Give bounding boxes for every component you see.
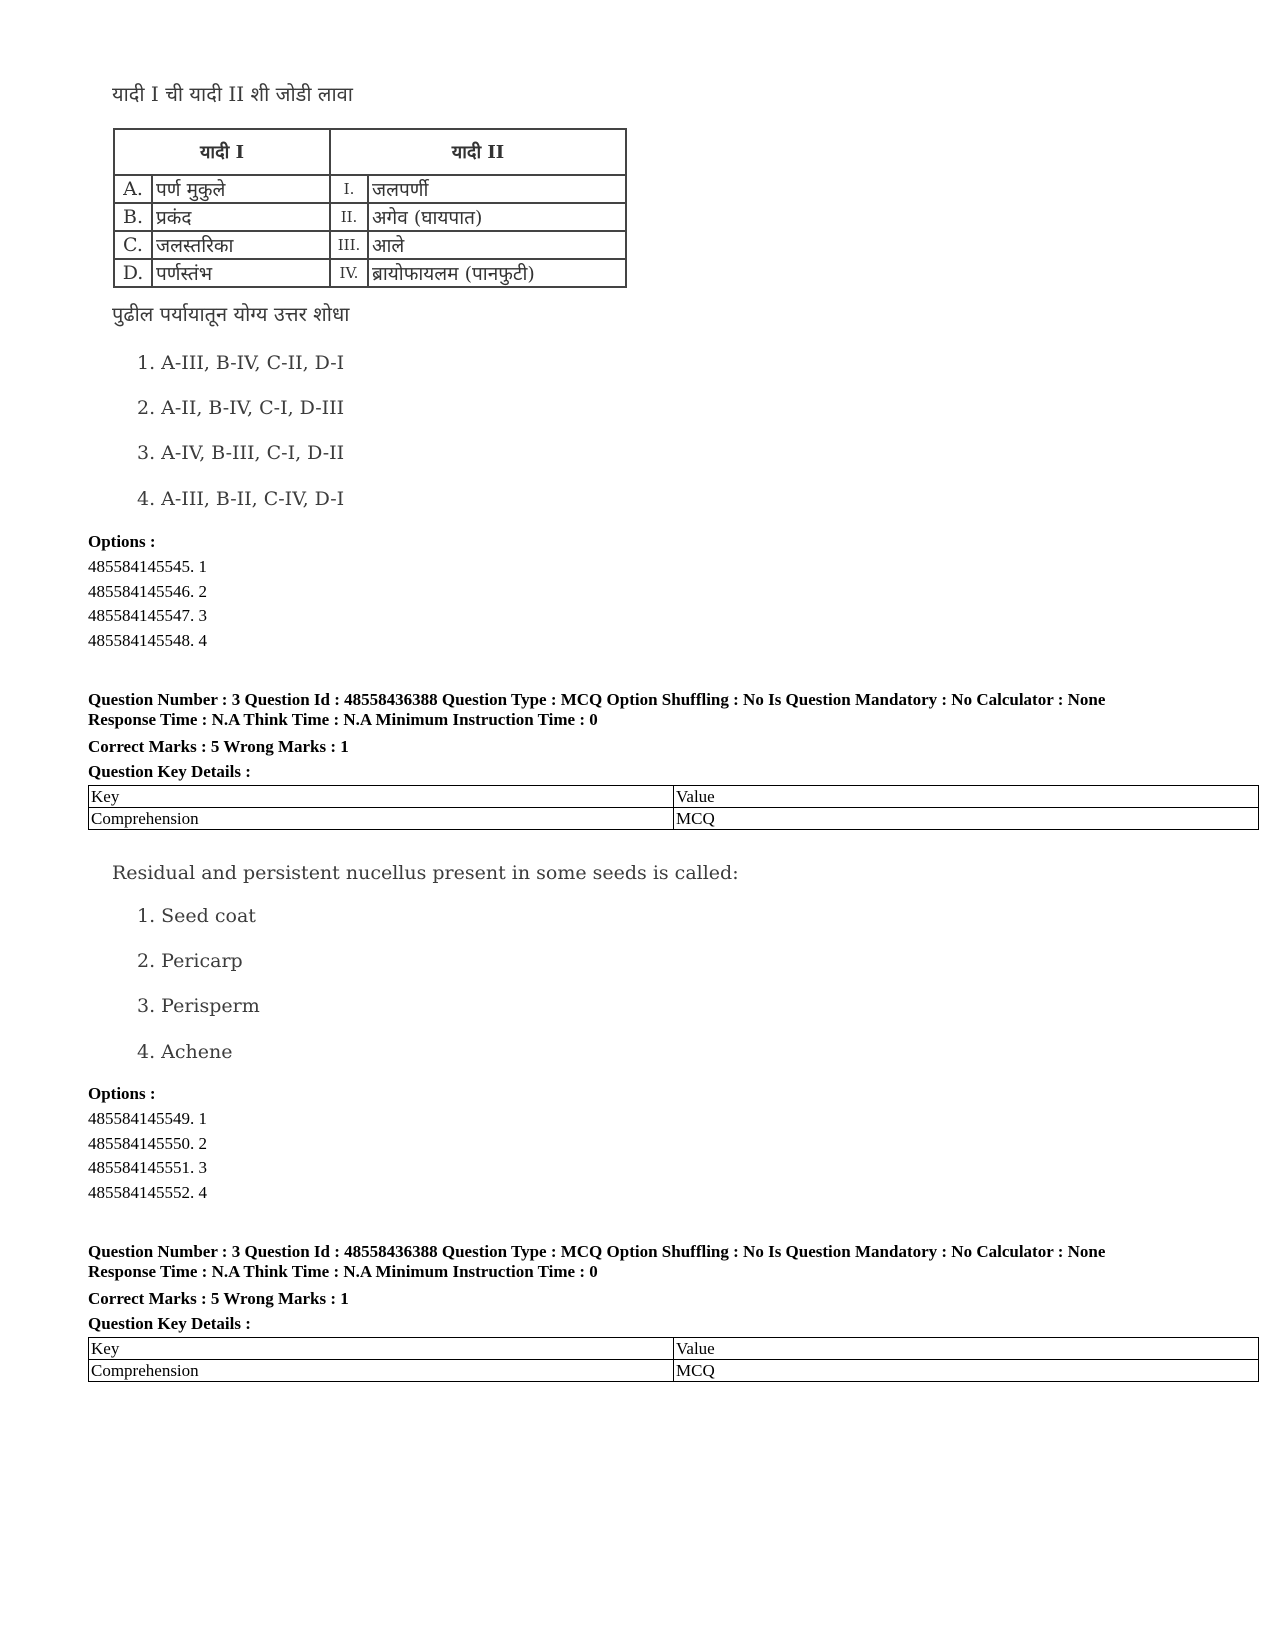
list2-item: अगेव (घायपात): [368, 203, 626, 231]
option-item: 485584145547. 3: [88, 606, 207, 625]
table-cell-value: MCQ: [674, 808, 1259, 830]
list2-header: यादी II: [330, 129, 626, 175]
table-cell-value: MCQ: [674, 1360, 1259, 1382]
key-details-table: [88, 785, 1259, 830]
row-letter: D.: [114, 259, 152, 287]
question-meta-line: Response Time : N.A Think Time : N.A Minimum Instruction Time : 0: [88, 710, 598, 729]
list2-item: जलपर्णी: [368, 175, 626, 203]
table-header-key: Key: [89, 1338, 674, 1360]
option-item: 485584145548. 4: [88, 631, 207, 650]
choice-item: 3. Perisperm: [137, 995, 260, 1017]
row-numeral: IV.: [330, 259, 368, 287]
option-item: 485584145550. 2: [88, 1134, 207, 1153]
question-meta: [88, 1242, 1258, 1282]
question-title: यादी I ची यादी II शी जोडी लावा: [112, 82, 353, 106]
match-row: [114, 203, 626, 231]
table-row: [89, 1338, 1259, 1360]
choice-item: 4. Achene: [137, 1041, 233, 1063]
question-text: Residual and persistent nucellus present in some seeds is called:: [112, 862, 739, 884]
row-numeral: III.: [330, 231, 368, 259]
list1-item: पर्ण मुकुले: [152, 175, 330, 203]
key-details-label: Question Key Details :: [88, 762, 251, 781]
match-row: [114, 259, 626, 287]
option-item: 485584145546. 2: [88, 582, 207, 601]
match-table-header: [114, 129, 626, 175]
table-row: [89, 1360, 1259, 1382]
table-row: [89, 808, 1259, 830]
choice-item: 4. A-III, B-II, C-IV, D-I: [137, 488, 345, 510]
choice-item: 1. Seed coat: [137, 905, 256, 927]
list1-item: पर्णस्तंभ: [152, 259, 330, 287]
options-label: Options :: [88, 532, 156, 551]
option-item: 485584145552. 4: [88, 1183, 207, 1202]
row-letter: A.: [114, 175, 152, 203]
list1-header: यादी I: [114, 129, 330, 175]
row-letter: C.: [114, 231, 152, 259]
options-label: Options :: [88, 1084, 156, 1103]
choice-item: 2. Pericarp: [137, 950, 243, 972]
table-cell-key: Comprehension: [89, 1360, 674, 1382]
list1-item: जलस्तरिका: [152, 231, 330, 259]
option-item: 485584145549. 1: [88, 1109, 207, 1128]
table-header-value: Value: [674, 786, 1259, 808]
match-row: [114, 175, 626, 203]
match-table: [113, 128, 627, 288]
choice-item: 3. A-IV, B-III, C-I, D-II: [137, 442, 345, 464]
list2-item: आले: [368, 231, 626, 259]
row-numeral: I.: [330, 175, 368, 203]
choice-item: 2. A-II, B-IV, C-I, D-III: [137, 397, 345, 419]
row-letter: B.: [114, 203, 152, 231]
question-meta: [88, 690, 1258, 730]
option-item: 485584145545. 1: [88, 557, 207, 576]
question-meta-line: Question Number : 3 Question Id : 48558436388 Question Type : MCQ Option Shuffling : No Is Question Mandatory : No Calculator : None: [88, 690, 1106, 709]
key-details-table: [88, 1337, 1259, 1382]
question-meta-line: Question Number : 3 Question Id : 48558436388 Question Type : MCQ Option Shuffling : No Is Question Mandatory : No Calculator : None: [88, 1242, 1106, 1261]
marks-line: Correct Marks : 5 Wrong Marks : 1: [88, 737, 349, 756]
table-header-value: Value: [674, 1338, 1259, 1360]
choice-item: 1. A-III, B-IV, C-II, D-I: [137, 352, 345, 374]
marks-line: Correct Marks : 5 Wrong Marks : 1: [88, 1289, 349, 1308]
table-header-key: Key: [89, 786, 674, 808]
list1-item: प्रकंद: [152, 203, 330, 231]
row-numeral: II.: [330, 203, 368, 231]
question-meta-line: Response Time : N.A Think Time : N.A Minimum Instruction Time : 0: [88, 1262, 598, 1281]
key-details-label: Question Key Details :: [88, 1314, 251, 1333]
option-item: 485584145551. 3: [88, 1158, 207, 1177]
question-prompt: पुढील पर्यायातून योग्य उत्तर शोधा: [112, 302, 350, 326]
table-cell-key: Comprehension: [89, 808, 674, 830]
match-row: [114, 231, 626, 259]
table-row: [89, 786, 1259, 808]
list2-item: ब्रायोफायलम (पानफुटी): [368, 259, 626, 287]
